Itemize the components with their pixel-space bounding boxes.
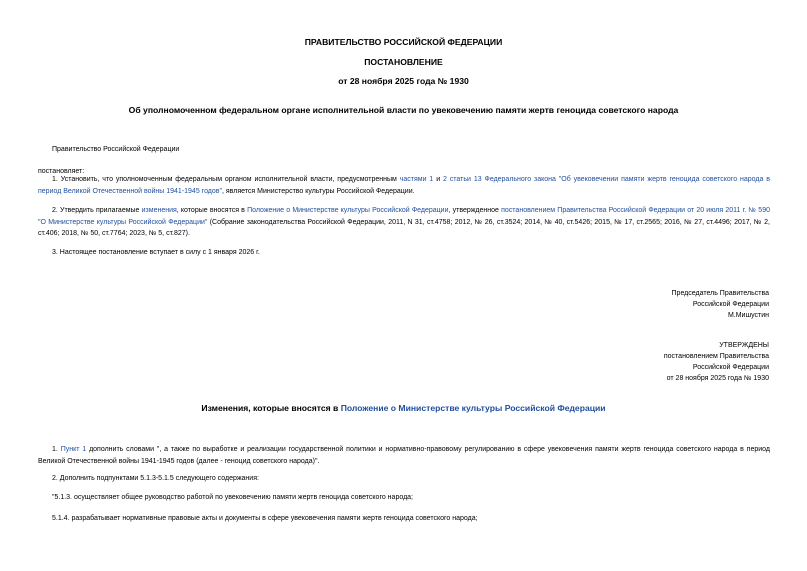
document-date-number: от 28 ноября 2025 года № 1930 — [338, 76, 469, 86]
amendment-paragraph-4: 5.1.4. разрабатывает нормативные правовые акты и документы в сфере увековечения памяти жертв геноцида советского народа; — [52, 515, 478, 522]
signature-position-2: Российской Федерации — [692, 301, 769, 308]
link-federal-law[interactable]: 2 статьи 13 Федерального закона "Об увековечении памяти жертв геноцида советского народа в период Великой Отечественной войны 1941-1945 годов" — [38, 176, 770, 195]
approved-line-1: УТВЕРЖДЕНЫ — [719, 342, 769, 349]
document-type-heading: ПОСТАНОВЛЕНИЕ — [364, 57, 443, 67]
link-resolution-590[interactable]: постановлением Правительства Российской Федерации от 20 июля 2011 г. № 590 "О Министерстве культуры Российской Федерации" — [38, 207, 770, 226]
amendment-paragraph-1: 1. Пункт 1 дополнить словами ", а также по выработке и реализации государственной политики и нормативно-правовому регулированию в сфере увековечения памяти жертв геноцида советского народа в период Великой Отечественной войны 1941-1945 годов (далее - геноцид советского народа)". — [38, 446, 770, 465]
link-point-1[interactable]: Пункт 1 — [60, 446, 87, 453]
decides-text: постановляет: — [38, 168, 85, 175]
signature-position-1: Председатель Правительства — [671, 290, 769, 297]
paragraph-item-3: 3. Настоящее постановление вступает в силу с 1 января 2026 г. — [52, 249, 260, 256]
approved-line-2: постановлением Правительства — [663, 353, 769, 360]
link-parts-1[interactable]: частями 1 — [399, 176, 434, 183]
approved-line-4: от 28 ноября 2025 года № 1930 — [666, 375, 769, 382]
link-regulation[interactable]: Положение о Министерстве культуры Российской Федерации — [247, 207, 449, 214]
link-changes[interactable]: изменения — [141, 207, 177, 214]
signature-name: М.Мишустин — [727, 312, 769, 319]
link-amendments-regulation[interactable]: Положение о Министерстве культуры Российской Федерации — [340, 403, 606, 413]
paragraph-item-1: 1. Установить, что уполномоченным федеральным органом исполнительной власти, предусмотренным частями 1 и 2 статьи 13 Федерального закона "Об увековечении памяти жертв геноцида советского народа в период Великой Отечественной войны 1941-1945 годов", является Министерство культуры Российской Федерации. — [38, 176, 770, 195]
amendment-paragraph-3: "5.1.3. осуществляет общее руководство работой по увековечению памяти жертв геноцида советского народа; — [52, 494, 413, 501]
approved-line-3: Российской Федерации — [692, 364, 769, 371]
document-subject-title: Об уполномоченном федеральном органе исполнительной власти по увековечению памяти жертв геноцида советского народа — [128, 105, 679, 115]
paragraph-item-2: 2. Утвердить прилагаемые изменения, которые вносятся в Положение о Министерстве культуры Российской Федерации, утвержденное постановлением Правительства Российской Федерации от 20 июля 2011 г. № 590 "О Министерстве культуры Российской Федерации" (Собрание законодательства Российской Федерации, 2011, N 31, ст.4758; 2012, № 26, ст.3524; 2014, № 40, ст.5426; 2015, № 17, ст.2565; 2016, № 27, ст.4496; 2017, № 2, ст.406; 2018, № 50, ст.7764; 2023, № 5, ст.827). — [38, 207, 770, 237]
issuer-text: Правительство Российской Федерации — [52, 146, 180, 153]
amendments-title: Изменения, которые вносятся в Положение о Министерстве культуры Российской Федерации — [201, 403, 606, 413]
government-heading: ПРАВИТЕЛЬСТВО РОССИЙСКОЙ ФЕДЕРАЦИИ — [304, 37, 503, 47]
amendment-paragraph-2: 2. Дополнить подпунктами 5.1.3-5.1.5 следующего содержания: — [52, 475, 259, 482]
